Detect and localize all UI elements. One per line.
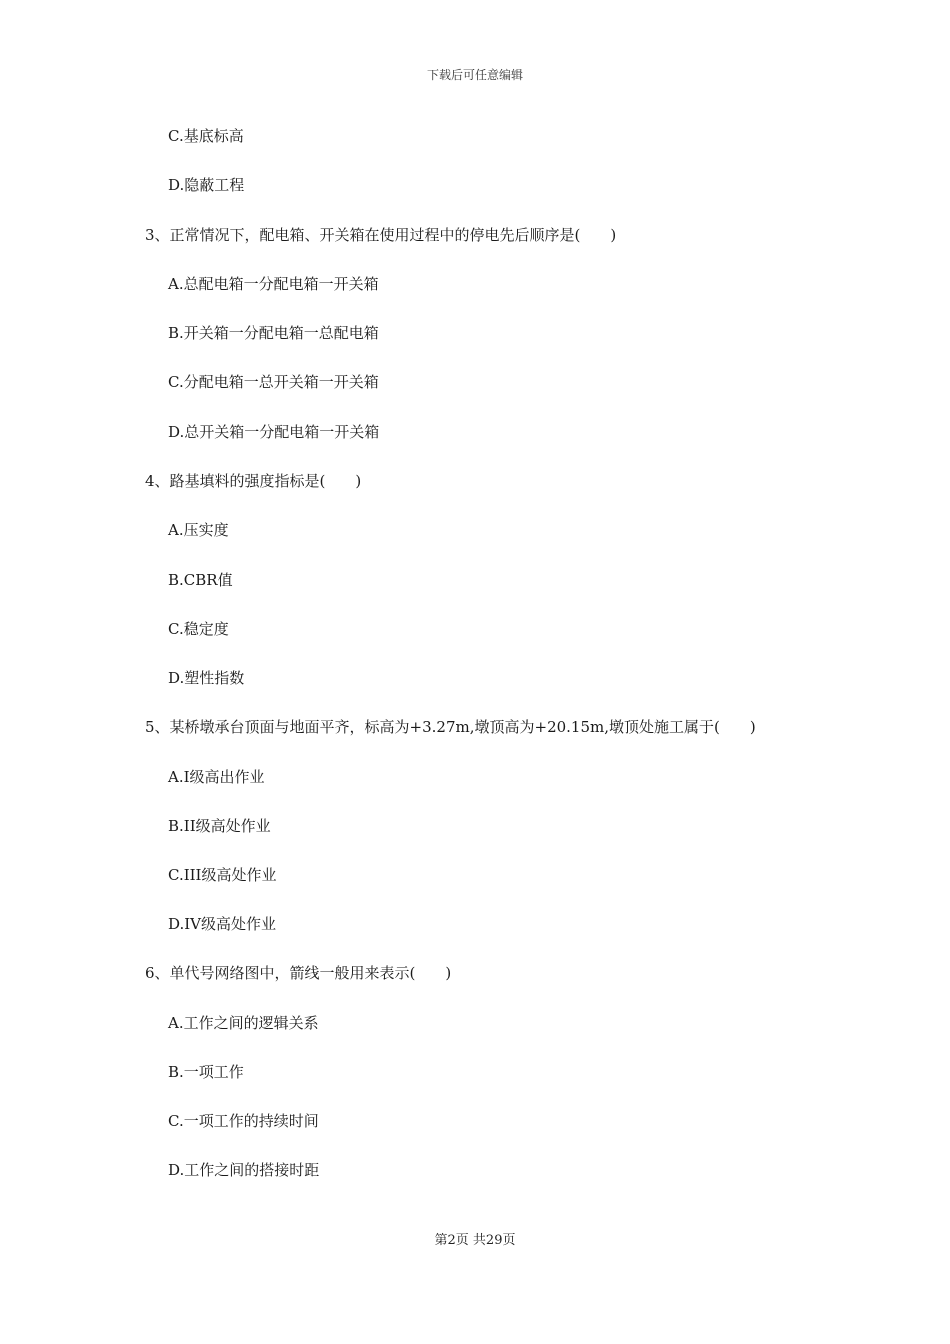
option-line: C.分配电箱一总开关箱一开关箱 xyxy=(168,373,379,391)
option-line: D.隐蔽工程 xyxy=(168,176,245,194)
option-line: D.总开关箱一分配电箱一开关箱 xyxy=(168,423,380,441)
question-line: 4、路基填料的强度指标是( ) xyxy=(145,472,362,490)
option-line: B.开关箱一分配电箱一总配电箱 xyxy=(168,324,379,342)
option-line: B.一项工作 xyxy=(168,1063,244,1081)
question-line: 5、某桥墩承台顶面与地面平齐，标高为+3.27m,墩顶高为+20.15m,墩顶处施工属于( ) xyxy=(145,718,756,736)
option-line: A.总配电箱一分配电箱一开关箱 xyxy=(168,275,379,293)
option-line: D.工作之间的搭接时距 xyxy=(168,1161,320,1179)
page-number-footer: 第2页 共29页 xyxy=(434,1233,516,1248)
option-line: A.工作之间的逻辑关系 xyxy=(168,1014,319,1032)
option-line: A.压实度 xyxy=(168,521,229,539)
option-line: B.II级高处作业 xyxy=(168,817,271,835)
option-line: D.IV级高处作业 xyxy=(168,915,277,933)
question-line: 6、单代号网络图中，箭线一般用来表示( ) xyxy=(145,964,452,982)
option-line: D.塑性指数 xyxy=(168,669,245,687)
option-line: C.基底标高 xyxy=(168,127,244,145)
option-line: C.稳定度 xyxy=(168,620,229,638)
option-line: C.III级高处作业 xyxy=(168,866,277,884)
header-note: 下载后可任意编辑 xyxy=(426,68,523,82)
option-line: A.I级高出作业 xyxy=(168,768,265,786)
option-line: C.一项工作的持续时间 xyxy=(168,1112,319,1130)
option-line: B.CBR值 xyxy=(168,571,233,589)
question-line: 3、正常情况下，配电箱、开关箱在使用过程中的停电先后顺序是( ) xyxy=(145,226,617,244)
